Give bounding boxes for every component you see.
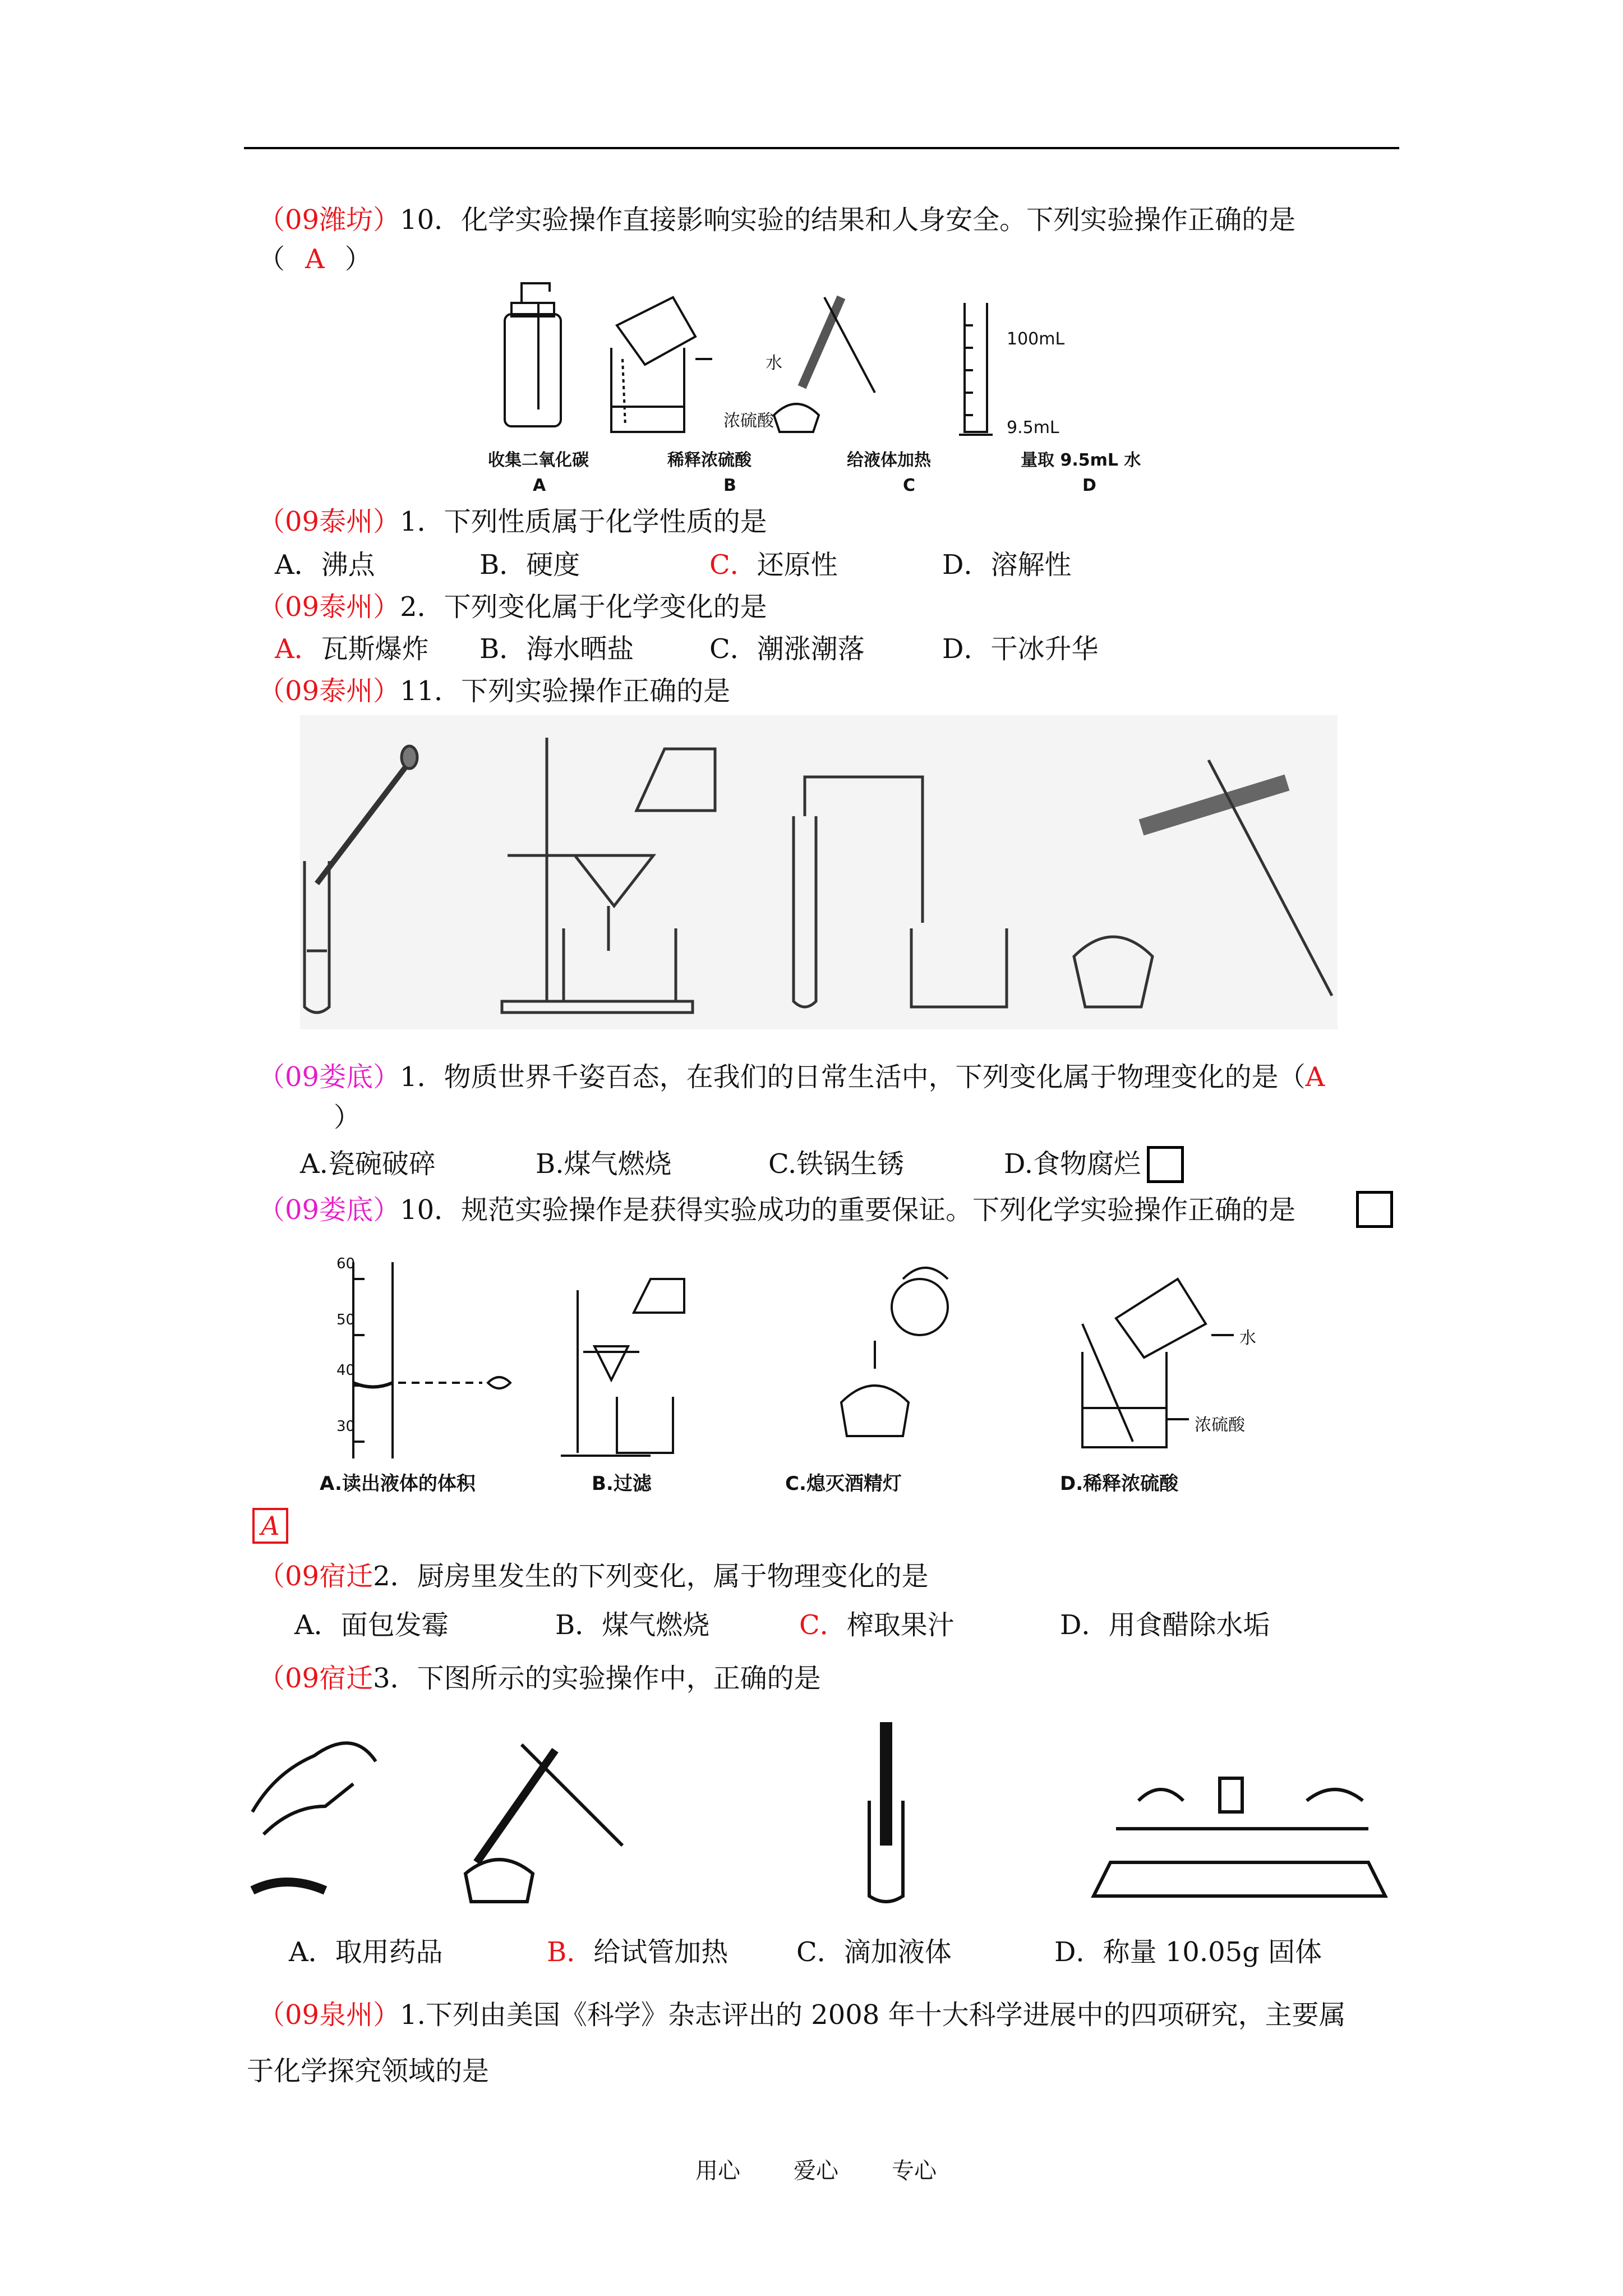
option-a: A．取用药品 [289, 1936, 443, 1968]
dilution-figure [611, 297, 712, 432]
option-b: B．给试管加热 [547, 1936, 728, 1968]
caption-B: 稀释浓硫酸 [667, 450, 751, 470]
option-c: C.铁锅生锈 [768, 1148, 905, 1180]
caption-C: 给液体加热 [847, 450, 931, 470]
caption-D: D.稀释浓硫酸 [1060, 1473, 1179, 1495]
hand-medicine-figure [252, 1743, 376, 1890]
caption-A: 收集二氧化碳 [488, 450, 589, 470]
caption-A: A.读出液体的体积 [320, 1473, 476, 1495]
option-d: D．干冰升华 [942, 633, 1099, 665]
option-c: C．潮涨潮落 [709, 633, 865, 665]
extinguish-lamp-figure [841, 1268, 948, 1436]
label-acid: 浓硫酸 [1195, 1415, 1245, 1435]
question-quanzhou-1: （09泉州）1.下列由美国《科学》杂志评出的 2008 年十大科学进展中的四项研究，主要属 [258, 1999, 1346, 2031]
answer-box: A [252, 1508, 288, 1544]
answer-value: A [305, 243, 325, 275]
question-source: （09潍坊） [258, 204, 400, 236]
question-loudi-10: （09娄底）10．规范实验操作是获得实验成功的重要保证。下列化学实验操作正确的是 [258, 1194, 1296, 1226]
label-water: 水 [766, 353, 782, 373]
question-taizhou-2: （09泰州）2．下列变化属于化学变化的是 [258, 591, 767, 623]
header-rule [244, 147, 1399, 149]
option-b: B．海水晒盐 [479, 633, 634, 665]
label-water: 水 [1239, 1328, 1256, 1348]
answer-line: （ A ） [258, 243, 372, 275]
caption-D: 量取 9.5mL 水 [1021, 450, 1141, 470]
option-a: A．面包发霉 [294, 1609, 449, 1641]
question-continuation: 于化学探究领域的是 [247, 2055, 490, 2087]
cylinder-figure [959, 303, 993, 435]
heating-figure [774, 297, 875, 432]
option-b: B．硬度 [479, 549, 580, 581]
gas-bottle-figure [505, 283, 561, 426]
gas-generation-figure [794, 777, 1007, 1007]
figure-taizhou-operations [300, 715, 1338, 1029]
question-suqian-3: （09宿迁3．下图所示的实验操作中，正确的是 [258, 1663, 821, 1694]
label-acid: 浓硫酸 [723, 411, 774, 431]
heating-tube-figure [1074, 760, 1332, 1007]
label-100ml: 100mL [1007, 329, 1065, 349]
question-taizhou-1: （09泰州）1．下列性质属于化学性质的是 [258, 506, 767, 537]
caption-C: C.熄灭酒精灯 [785, 1473, 902, 1495]
dropping-liquid-figure [869, 1722, 903, 1902]
footer-text-3: 专心 [892, 2158, 937, 2184]
empty-box [1147, 1146, 1184, 1183]
option-c: C．榨取果汁 [799, 1609, 955, 1641]
option-b: B．煤气燃烧 [555, 1609, 710, 1641]
figure-suqian-operations [241, 1717, 1408, 1907]
option-a: A．瓦斯爆炸 [275, 633, 429, 665]
caption-B: B.过滤 [592, 1473, 652, 1495]
heating-test-tube-figure [465, 1745, 623, 1902]
filter-figure [561, 1279, 684, 1456]
empty-box [1356, 1191, 1393, 1228]
balance-figure [1094, 1778, 1385, 1896]
label-9-5ml: 9.5mL [1007, 418, 1059, 438]
question-weifang-10 [258, 202, 1295, 238]
option-d: D．用食醋除水垢 [1060, 1609, 1270, 1641]
option-d: D．溶解性 [942, 549, 1072, 581]
option-a: A．沸点 [275, 549, 375, 581]
question-suqian-2: （09宿迁2．厨房里发生的下列变化，属于物理变化的是 [258, 1561, 929, 1592]
question-text: 10．化学实验操作直接影响实验的结果和人身安全。下列实验操作正确的是 [400, 204, 1296, 236]
option-d: D.食物腐烂 [1004, 1148, 1141, 1180]
option-a: A.瓷碗破碎 [300, 1148, 436, 1180]
question-taizhou-11: （09泰州）11．下列实验操作正确的是 [258, 675, 731, 707]
question-loudi-1: （09娄底）1．物质世界千姿百态，在我们的日常生活中，下列变化属于物理变化的是（A [258, 1061, 1325, 1093]
option-c: C．滴加液体 [796, 1936, 952, 1968]
figure-loudi-operations [336, 1257, 1290, 1470]
footer-text-1: 用心 [695, 2158, 740, 2184]
option-b: B.煤气燃烧 [536, 1148, 672, 1180]
filter-figure [502, 738, 715, 1013]
footer-text-2: 爱心 [794, 2158, 838, 2184]
reading-volume-figure [353, 1262, 510, 1458]
option-d: D．称量 10.05g 固体 [1054, 1936, 1322, 1968]
option-c: C．还原性 [709, 549, 838, 581]
dropper-figure [305, 746, 417, 1013]
